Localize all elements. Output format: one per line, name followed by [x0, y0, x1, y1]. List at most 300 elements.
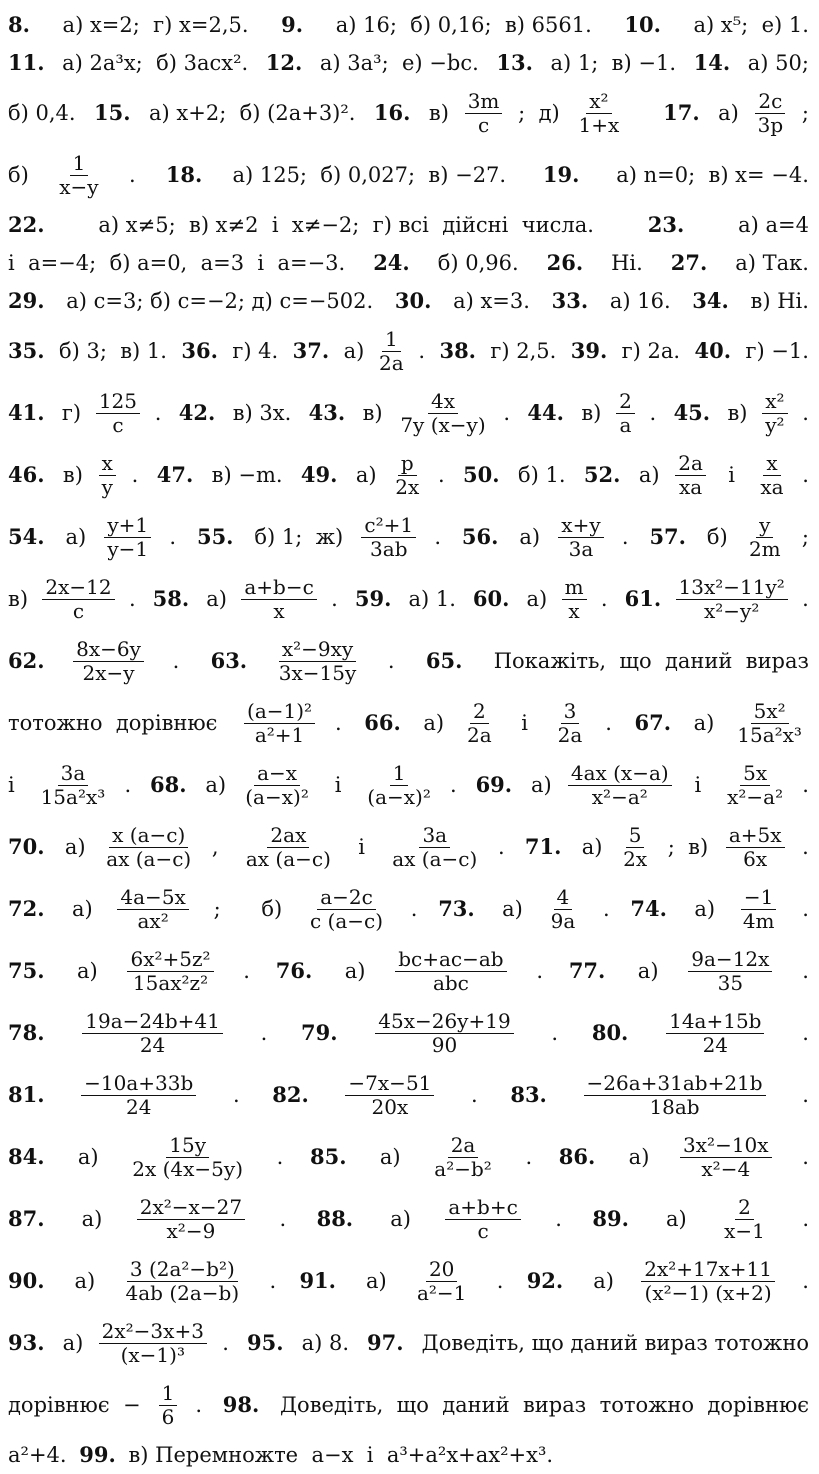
exercise-number: 79. — [300, 1019, 338, 1045]
exercise-number: 41. — [8, 399, 45, 425]
answer-text: . — [260, 1020, 268, 1045]
fraction-numerator: 9a−12x — [688, 948, 772, 972]
answer-text: а) x+2; б) (2a+3)². — [142, 100, 363, 125]
fraction — [555, 700, 586, 747]
fraction-numerator: a−x — [254, 762, 300, 786]
exercise-number: 38. — [439, 337, 476, 363]
fraction — [244, 700, 315, 747]
fraction — [103, 824, 194, 871]
answer-text: г) −1. — [738, 338, 809, 363]
exercise-number: 36. — [181, 337, 218, 363]
fraction — [465, 90, 503, 137]
fraction-denominator: 4ab (2a−b) — [125, 1280, 240, 1305]
answer-text: б) — [700, 524, 728, 549]
fraction-numerator: 3a — [58, 762, 89, 786]
exercise-number: 19. — [542, 161, 580, 187]
answer-text: а) — [416, 710, 445, 735]
answer-text: а) — [70, 958, 98, 983]
fraction — [757, 452, 786, 499]
fraction-denominator: 6 — [161, 1404, 175, 1429]
answer-text: . — [802, 958, 809, 983]
answer-line — [8, 1002, 809, 1064]
fraction-denominator: 20x — [371, 1094, 409, 1119]
answer-text: . — [437, 462, 452, 487]
answer-text: . — [802, 462, 809, 487]
answer-text: а) — [495, 896, 523, 921]
fraction-denominator: 24 — [702, 1032, 729, 1057]
exercise-number: 45. — [673, 399, 711, 425]
fraction — [389, 824, 480, 871]
exercise-number: 74. — [630, 895, 667, 921]
fraction-numerator: x² — [762, 390, 787, 414]
exercise-number: 70. — [8, 833, 45, 859]
answer-text: а) 3a³; е) −bc. — [313, 50, 486, 75]
answer-text: в) −m. — [204, 462, 290, 487]
fraction-denominator: 2a — [557, 722, 583, 747]
fraction-denominator: x−1 — [724, 1218, 765, 1243]
fraction — [276, 638, 360, 685]
answer-text: в) — [720, 400, 748, 425]
exercise-number: 81. — [8, 1081, 45, 1107]
answer-line — [8, 206, 809, 244]
fraction-denominator: xa — [760, 474, 784, 499]
answer-text: в) — [422, 100, 449, 125]
fraction-denominator: a²−b² — [434, 1156, 492, 1181]
fraction — [726, 824, 785, 871]
fraction — [73, 638, 144, 685]
answer-text: . — [450, 772, 464, 797]
fraction-numerator: a+5x — [726, 824, 785, 848]
fraction-numerator: a+b−c — [241, 576, 316, 600]
answer-line — [8, 244, 809, 282]
fraction-denominator: c — [477, 1218, 489, 1243]
fraction-denominator: 24 — [139, 1032, 166, 1057]
fraction — [241, 576, 316, 623]
exercise-number: 88. — [316, 1205, 354, 1231]
exercise-number: 77. — [568, 957, 606, 983]
fraction-denominator: ax² — [137, 908, 169, 933]
fraction-numerator: 1 — [390, 762, 409, 786]
fraction-denominator: y−1 — [107, 536, 149, 561]
answer-text: а) — [659, 1206, 687, 1231]
fraction-denominator: 1+x — [578, 112, 620, 137]
fraction — [307, 886, 386, 933]
answer-text: б) — [241, 896, 283, 921]
exercise-number: 67. — [634, 709, 672, 735]
answer-text: . — [128, 586, 143, 611]
fraction-numerator: 2 — [735, 1196, 754, 1220]
fraction-denominator: y — [101, 474, 113, 499]
fraction-numerator: x²−9xy — [279, 638, 356, 662]
exercise-number: 30. — [394, 287, 432, 313]
answer-text: і — [328, 772, 349, 797]
fraction-denominator: c — [477, 112, 490, 137]
answer-text: а) 16. — [603, 288, 678, 313]
fraction-numerator: 5 — [626, 824, 645, 848]
answer-text: . — [169, 524, 183, 549]
fraction-numerator: 2a — [675, 452, 706, 476]
answer-text: б) 3; в) 1. — [52, 338, 174, 363]
exercise-number: 85. — [310, 1143, 347, 1169]
answer-text: ; — [801, 100, 809, 125]
exercise-number: 16. — [373, 99, 411, 125]
exercise-number: 58. — [152, 585, 190, 611]
answer-text: а) — [519, 586, 548, 611]
answer-text: ; — [213, 896, 221, 921]
fraction-numerator: p — [398, 452, 417, 476]
fraction — [721, 1196, 768, 1243]
answer-text: а) — [74, 1206, 103, 1231]
fraction-numerator: 8x−6y — [73, 638, 144, 662]
answer-text: а) — [199, 586, 227, 611]
fraction-numerator: x — [99, 452, 116, 476]
fraction — [137, 1196, 245, 1243]
answer-text: і a=−4; б) a=0, a=3 і a=−3. — [8, 250, 352, 275]
answer-line — [8, 382, 809, 444]
fraction-numerator: x+y — [558, 514, 603, 538]
fraction — [376, 328, 407, 375]
answer-text: . — [331, 586, 345, 611]
fraction-denominator: ax (a−c) — [245, 846, 331, 871]
exercise-number: 83. — [510, 1081, 547, 1107]
exercise-number: 76. — [275, 957, 313, 983]
exercise-number: 93. — [8, 1329, 45, 1355]
answer-text: . — [232, 1082, 240, 1107]
exercise-number: 60. — [472, 585, 510, 611]
answer-text: а) — [383, 1206, 411, 1231]
exercise-number: 95. — [247, 1329, 284, 1355]
exercise-number: 55. — [196, 523, 234, 549]
fraction — [345, 1072, 434, 1119]
answer-text: . — [154, 400, 169, 425]
answer-text: . — [802, 400, 809, 425]
exercise-number: 91. — [299, 1267, 336, 1293]
exercise-number: 29. — [8, 287, 45, 313]
exercise-number: 75. — [8, 957, 45, 983]
fraction — [616, 390, 635, 437]
fraction-denominator: 3x−15y — [278, 660, 357, 685]
answer-text: a²+4. — [8, 1442, 74, 1467]
answer-text: а) a=4 — [731, 212, 809, 237]
fraction-numerator: 2a — [448, 1134, 479, 1158]
fraction-denominator: 2x — [395, 474, 420, 499]
exercise-number: 8. — [8, 11, 30, 37]
exercise-number: 73. — [438, 895, 475, 921]
exercise-number: 18. — [165, 161, 203, 187]
fraction — [82, 1010, 223, 1057]
fraction — [99, 1320, 207, 1367]
exercise-number: 47. — [156, 461, 194, 487]
fraction-numerator: 3m — [465, 90, 503, 114]
answer-text: а) — [631, 958, 659, 983]
fraction-numerator: 2x²−3x+3 — [99, 1320, 207, 1344]
exercise-number: 44. — [527, 399, 564, 425]
answer-text: . — [269, 1268, 277, 1293]
answer-text: а) — [55, 1330, 84, 1355]
answer-text: дорівнює − — [8, 1392, 141, 1417]
answer-text: . — [802, 1268, 809, 1293]
answer-text: і — [687, 772, 708, 797]
exercise-number: 69. — [475, 771, 513, 797]
answer-text: б) 0,96. — [431, 250, 526, 275]
answer-text: в) — [8, 586, 29, 611]
answer-text: а) — [349, 462, 377, 487]
exercise-number: 87. — [8, 1205, 45, 1231]
answer-line — [8, 44, 809, 82]
answer-text: а) — [359, 1268, 387, 1293]
fraction-numerator: 3 — [561, 700, 580, 724]
exercise-number: 82. — [272, 1081, 309, 1107]
exercise-number: 71. — [524, 833, 562, 859]
fraction-denominator: 6x — [743, 846, 768, 871]
fraction — [641, 1258, 775, 1305]
fraction — [464, 700, 495, 747]
fraction — [242, 762, 312, 809]
fraction — [548, 886, 579, 933]
exercise-number: 26. — [546, 249, 584, 275]
fraction-numerator: 2x²−x−27 — [137, 1196, 245, 1220]
answer-text: Доведіть, що даний вираз тотожно — [414, 1330, 809, 1355]
fraction-denominator: 2a — [467, 722, 492, 747]
exercise-number: 10. — [624, 11, 661, 37]
answer-text: . — [387, 648, 402, 673]
fraction — [99, 452, 116, 499]
exercise-number: 12. — [265, 49, 303, 75]
exercise-number: 40. — [694, 337, 732, 363]
answer-text: а) — [586, 1268, 614, 1293]
answer-text: а) 125; б) 0,027; в) −27. — [225, 162, 520, 187]
exercise-number: 9. — [281, 11, 304, 37]
exercise-number: 13. — [496, 49, 533, 75]
answer-text — [638, 102, 651, 124]
answer-text: тотожно дорівнює — [8, 710, 225, 735]
fraction — [395, 948, 506, 995]
answer-text: . — [605, 710, 619, 735]
answer-text: Доведіть, що даний вираз тотожно дорівнює — [273, 1392, 809, 1417]
fraction — [734, 700, 805, 747]
fraction-numerator: 4ax (x−a) — [568, 762, 672, 786]
fraction-denominator: 3a — [568, 536, 594, 561]
answer-line — [8, 692, 809, 754]
answer-text: в) — [56, 462, 83, 487]
fraction-denominator: 2x (4x−5y) — [132, 1156, 244, 1181]
fraction — [104, 514, 151, 561]
exercise-number: 98. — [222, 1391, 260, 1417]
answer-text: а) x=2; г) x=2,5. — [55, 12, 256, 37]
fraction-denominator: x²−y² — [703, 598, 760, 623]
fraction-numerator: y+1 — [104, 514, 151, 538]
fraction-denominator: (a−x)² — [367, 784, 431, 809]
answer-text: . — [496, 1268, 504, 1293]
fraction-denominator: 18ab — [649, 1094, 700, 1119]
exercise-number: 97. — [367, 1329, 404, 1355]
fraction-denominator: a²−1 — [416, 1280, 467, 1305]
exercise-number: 78. — [8, 1019, 45, 1045]
answer-line — [8, 320, 809, 382]
fraction — [129, 1134, 246, 1181]
fraction-numerator: 2 — [616, 390, 635, 414]
exercise-number: 27. — [670, 249, 708, 275]
fraction-denominator: 15a²x³ — [737, 722, 802, 747]
answer-text: а) — [622, 1144, 650, 1169]
fraction-denominator: a — [619, 412, 632, 437]
fraction — [558, 514, 603, 561]
answer-line — [8, 6, 809, 44]
fraction — [676, 576, 788, 623]
fraction-denominator: c — [72, 598, 85, 623]
fraction-denominator: y² — [765, 412, 785, 437]
exercise-number: 52. — [583, 461, 621, 487]
answer-line — [8, 1126, 809, 1188]
answer-text: а) 8. — [294, 1330, 356, 1355]
answer-text: а) c=3; б) c=−2; д) c=−502. — [59, 288, 380, 313]
answer-text: і — [721, 462, 742, 487]
exercise-number: 35. — [8, 337, 45, 363]
answer-text: . — [802, 896, 809, 921]
fraction-numerator: x — [763, 452, 780, 476]
fraction-numerator: 2x²+17x+11 — [641, 1258, 775, 1282]
answer-text: . — [536, 958, 544, 983]
fraction-numerator: 2 — [470, 700, 489, 724]
answer-line — [8, 1374, 809, 1436]
answer-text: . — [802, 1020, 809, 1045]
answer-text: і — [8, 772, 22, 797]
fraction-numerator: y — [756, 514, 773, 538]
exercise-number: 89. — [592, 1205, 629, 1231]
fraction-numerator: 13x²−11y² — [676, 576, 788, 600]
fraction-denominator: x — [273, 598, 285, 623]
fraction-numerator: −7x−51 — [345, 1072, 434, 1096]
exercise-number: 11. — [8, 49, 45, 75]
answer-line — [8, 1312, 809, 1374]
answer-text: а) — [338, 958, 366, 983]
fraction-numerator: −10a+33b — [81, 1072, 196, 1096]
fraction-denominator: (x²−1) (x+2) — [644, 1280, 772, 1305]
answer-text: . — [410, 896, 418, 921]
answer-text: . — [279, 1206, 287, 1231]
fraction — [675, 452, 706, 499]
answer-text: . — [195, 1392, 209, 1417]
fraction-numerator: 3a — [419, 824, 450, 848]
fraction-denominator: ax (a−c) — [392, 846, 478, 871]
answer-text: . — [172, 648, 186, 673]
answer-text: , — [211, 834, 226, 859]
fraction-denominator: x−y — [59, 174, 99, 199]
exercise-number: 92. — [526, 1267, 564, 1293]
fraction-denominator: 2x — [623, 846, 648, 871]
answer-text: . — [471, 1082, 478, 1107]
fraction — [361, 514, 416, 561]
fraction-numerator: 19a−24b+41 — [82, 1010, 223, 1034]
answer-text: а) x≠5; в) x≠2 і x≠−2; г) всі дійсні числа. — [91, 212, 601, 237]
fraction-numerator: 5x² — [751, 700, 789, 724]
fraction-numerator: −1 — [741, 886, 776, 910]
answer-text: в) — [355, 400, 383, 425]
fraction — [117, 886, 188, 933]
answer-text: Ні. — [604, 250, 650, 275]
exercise-number: 49. — [300, 461, 338, 487]
fraction-numerator: 2ax — [267, 824, 309, 848]
fraction-numerator: 20 — [426, 1258, 457, 1282]
fraction-numerator: x² — [586, 90, 611, 114]
fraction — [445, 1196, 520, 1243]
fraction — [38, 762, 109, 809]
fraction-numerator: m — [562, 576, 587, 600]
fraction-denominator: xa — [678, 474, 703, 499]
exercise-number: 42. — [178, 399, 216, 425]
answer-line — [8, 1250, 809, 1312]
answer-text: . — [503, 400, 517, 425]
fraction-denominator: (x−1)³ — [120, 1342, 185, 1367]
answer-text: а) 16; б) 0,16; в) 6561. — [329, 12, 599, 37]
answer-text: . — [602, 896, 610, 921]
exercise-number: 99. — [79, 1441, 116, 1467]
fraction-numerator: 5x — [740, 762, 770, 786]
answer-line — [8, 754, 809, 816]
answer-line — [8, 282, 809, 320]
fraction-denominator: x²−4 — [701, 1156, 751, 1181]
answer-line — [8, 444, 809, 506]
fraction-denominator: c (a−c) — [309, 908, 384, 933]
answer-line — [8, 144, 809, 206]
answer-text: а) 2a³x; б) 3acx². — [55, 50, 255, 75]
answer-text: в) Ні. — [743, 288, 809, 313]
answer-text: . — [434, 524, 448, 549]
fraction — [243, 824, 334, 871]
fraction-numerator: 4a−5x — [117, 886, 188, 910]
answer-text: б) 1. — [511, 462, 573, 487]
fraction — [688, 948, 772, 995]
answer-text: . — [600, 586, 615, 611]
answer-text: . — [334, 710, 349, 735]
answer-text: . — [802, 1206, 809, 1231]
answer-text: ; — [801, 524, 809, 549]
fraction-numerator: 125 — [96, 390, 140, 414]
exercise-number: 62. — [8, 647, 45, 673]
exercise-number: 43. — [308, 399, 346, 425]
fraction-denominator: 15a²x³ — [40, 784, 106, 809]
fraction-denominator: x — [568, 598, 580, 623]
answer-text: а) 1; в) −1. — [543, 50, 683, 75]
fraction — [762, 390, 787, 437]
answer-text: б) 1; ж) — [247, 524, 344, 549]
fraction-numerator: 15y — [166, 1134, 209, 1158]
exercise-number: 84. — [8, 1143, 45, 1169]
fraction-denominator: 90 — [431, 1032, 458, 1057]
answer-text: . — [555, 1206, 562, 1231]
answer-line — [8, 940, 809, 1002]
fraction-numerator: 45x−26y+19 — [375, 1010, 513, 1034]
fraction-denominator: ax (a−c) — [106, 846, 192, 871]
fraction-denominator: 24 — [126, 1094, 152, 1119]
exercise-number: 61. — [624, 585, 662, 611]
exercise-number: 17. — [663, 99, 700, 125]
exercise-number: 56. — [461, 523, 499, 549]
answer-text: б) — [8, 162, 29, 187]
answer-text: . — [551, 1020, 559, 1045]
fraction-denominator: x²−a² — [591, 784, 648, 809]
fraction — [755, 90, 787, 137]
answer-line — [8, 1188, 809, 1250]
answer-text: а) Так. — [728, 250, 809, 275]
answer-text: і — [514, 710, 535, 735]
answer-text: б) 0,4. — [8, 100, 83, 125]
fraction-denominator: 4m — [742, 908, 775, 933]
answer-line — [8, 1436, 809, 1474]
answer-text: . — [649, 400, 663, 425]
fraction-denominator: 35 — [717, 970, 744, 995]
fraction-numerator: (a−1)² — [244, 700, 315, 724]
